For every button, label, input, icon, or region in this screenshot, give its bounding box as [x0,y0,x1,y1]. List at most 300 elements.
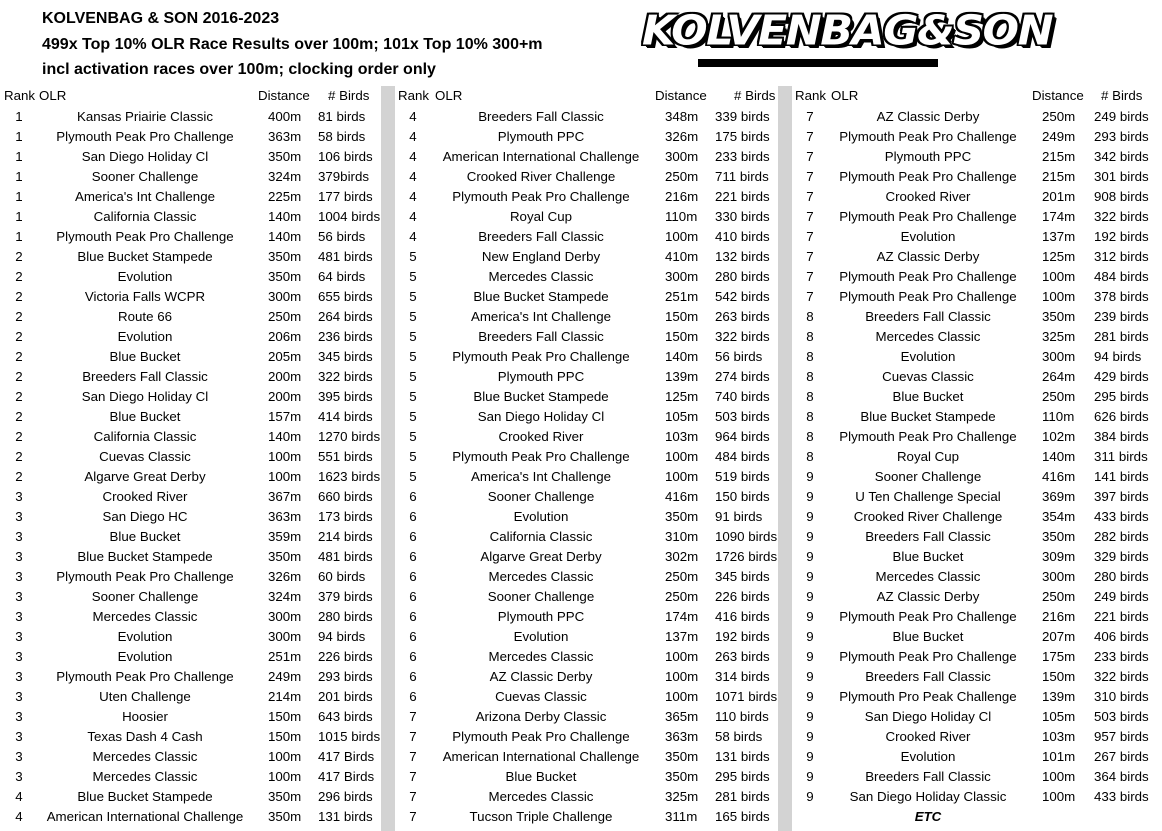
race-name-cell: Mercedes Classic [92,609,198,624]
race-name-cell: Sooner Challenge [91,589,199,604]
birds-cell: 173 birds [318,509,373,524]
rank-cell: 7 [806,269,814,284]
rank-cell: 9 [806,649,814,664]
distance-cell: 300m [268,609,302,624]
race-name-cell: Mercedes Classic [488,789,594,804]
rank-cell: 2 [15,429,23,444]
birds-cell: 239 birds [1094,309,1149,324]
rank-cell: 9 [806,589,814,604]
rank-cell: 9 [806,769,814,784]
distance-cell: 359m [268,529,302,544]
rank-cell: 3 [15,689,23,704]
birds-cell: 58 birds [715,729,763,744]
race-name-cell: Algarve Great Derby [84,469,206,484]
distance-cell: 175m [1042,649,1076,664]
birds-cell: 1015 birds [318,729,381,744]
birds-cell: 226 birds [318,649,373,664]
distance-cell: 150m [268,709,302,724]
race-name-cell: Crooked River Challenge [853,509,1003,524]
birds-cell: 295 birds [1094,389,1149,404]
birds-cell: 397 birds [1094,489,1149,504]
table-row [0,287,1162,307]
distance-cell: 300m [1042,569,1076,584]
distance-cell: 174m [665,609,699,624]
rank-cell: 6 [409,549,417,564]
distance-cell: 215m [1042,149,1076,164]
rank-cell: 5 [409,249,417,264]
race-name-cell: Crooked River Challenge [466,169,616,184]
distance-cell: 326m [268,569,302,584]
race-name-cell: American International Challenge [442,749,640,764]
birds-cell: 131 birds [715,749,770,764]
distance-cell: 310m [665,529,699,544]
race-name-cell: Blue Bucket Stampede [77,789,213,804]
table-row [0,587,1162,607]
birds-cell: 64 birds [318,269,366,284]
race-name-cell: Evolution [513,509,569,524]
distance-cell: 139m [1042,689,1076,704]
header-distance: Distance [1032,88,1084,103]
rank-cell: 4 [15,789,23,804]
race-name-cell: Breeders Fall Classic [865,529,991,544]
distance-cell: 140m [665,349,699,364]
race-name-cell: Plymouth Peak Pro Challenge [839,129,1017,144]
birds-cell: 274 birds [715,369,770,384]
race-name-cell: San Diego Holiday Cl [864,709,992,724]
distance-cell: 309m [1042,549,1076,564]
birds-cell: 484 birds [715,449,770,464]
birds-cell: 503 birds [715,409,770,424]
race-name-cell: Breeders Fall Classic [478,109,604,124]
distance-cell: 251m [665,289,699,304]
rank-cell: 5 [409,429,417,444]
distance-cell: 100m [665,669,699,684]
birds-cell: 314 birds [715,669,770,684]
distance-cell: 200m [268,389,302,404]
race-name-cell: Crooked River [885,729,971,744]
race-name-cell: Victoria Falls WCPR [84,289,206,304]
table-row [0,347,1162,367]
distance-cell: 100m [1042,289,1076,304]
birds-cell: 406 birds [1094,629,1149,644]
race-name-cell: Blue Bucket [109,409,181,424]
race-name-cell: Blue Bucket [892,629,964,644]
rank-cell: 8 [806,389,814,404]
distance-cell: 214m [268,689,302,704]
birds-cell: 280 birds [1094,569,1149,584]
header-olr: OLR [435,88,463,103]
birds-cell: 60 birds [318,569,366,584]
distance-cell: 348m [665,109,699,124]
birds-cell: 417 Birds [318,769,375,784]
distance-cell: 150m [268,729,302,744]
race-name-cell: Plymouth PPC [497,129,585,144]
rank-cell: 2 [15,309,23,324]
rank-cell: 3 [15,589,23,604]
birds-cell: 58 birds [318,129,366,144]
distance-cell: 206m [268,329,302,344]
race-name-cell: Mercedes Classic [488,649,594,664]
distance-cell: 137m [665,629,699,644]
rank-cell: 2 [15,329,23,344]
rank-cell: 6 [409,509,417,524]
table-row [0,167,1162,187]
race-name-cell: Algarve Great Derby [480,549,602,564]
table-row [0,727,1162,747]
birds-cell: 626 birds [1094,409,1149,424]
race-name-cell: San Diego Holiday Cl [81,149,209,164]
rank-cell: 4 [409,129,417,144]
header-rank: Rank [4,88,36,103]
distance-cell: 250m [1042,589,1076,604]
rank-cell: 9 [806,689,814,704]
race-name-cell: Plymouth Peak Pro Challenge [839,169,1017,184]
rank-cell: 8 [806,409,814,424]
rank-cell: 7 [806,149,814,164]
race-name-cell: American International Challenge [46,809,244,824]
race-name-cell: California Classic [93,429,197,444]
distance-cell: 225m [268,189,302,204]
rank-cell: 5 [409,469,417,484]
birds-cell: 56 birds [318,229,366,244]
race-name-cell: San Diego Holiday Cl [81,389,209,404]
distance-cell: 100m [665,449,699,464]
birds-cell: 481 birds [318,549,373,564]
rank-cell: 9 [806,469,814,484]
race-name-cell: Plymouth Peak Pro Challenge [56,569,234,584]
distance-cell: 300m [268,289,302,304]
rank-cell: 5 [409,369,417,384]
birds-cell: 417 Birds [318,749,375,764]
table-row [0,647,1162,667]
rank-cell: 7 [806,249,814,264]
race-name-cell: Crooked River [102,489,188,504]
race-name-cell: Sooner Challenge [487,589,595,604]
birds-cell: 395 birds [318,389,373,404]
rank-cell: 9 [806,569,814,584]
rank-cell: 5 [409,449,417,464]
distance-cell: 140m [1042,449,1076,464]
rank-cell: 2 [15,389,23,404]
birds-cell: 322 birds [1094,669,1149,684]
kolvenbag-logo [640,7,1053,65]
table-row [0,767,1162,787]
rank-cell: 5 [409,289,417,304]
birds-cell: 342 birds [1094,149,1149,164]
table-row [0,547,1162,567]
race-name-cell: Sooner Challenge [874,469,982,484]
birds-cell: 345 birds [715,569,770,584]
table-row [0,247,1162,267]
rank-cell: 7 [806,129,814,144]
birds-cell: 643 birds [318,709,373,724]
table-row [0,707,1162,727]
race-name-cell: Plymouth Peak Pro Challenge [839,289,1017,304]
distance-cell: 139m [665,369,699,384]
distance-cell: 363m [665,729,699,744]
birds-cell: 282 birds [1094,529,1149,544]
birds-cell: 81 birds [318,109,366,124]
birds-cell: 177 birds [318,189,373,204]
birds-cell: 310 birds [1094,689,1149,704]
rank-cell: 3 [15,529,23,544]
race-name-cell: Mercedes Classic [875,329,981,344]
distance-cell: 140m [268,209,302,224]
birds-cell: 740 birds [715,389,770,404]
distance-cell: 200m [268,369,302,384]
race-name-cell: Blue Bucket [892,549,964,564]
birds-cell: 312 birds [1094,249,1149,264]
race-name-cell: America's Int Challenge [470,469,611,484]
race-name-cell: Plymouth Peak Pro Challenge [839,609,1017,624]
race-name-cell: Plymouth Peak Pro Challenge [839,649,1017,664]
logo-underline [698,59,938,67]
birds-cell: 908 birds [1094,189,1149,204]
table-row [0,467,1162,487]
race-name-cell: Mercedes Classic [92,749,198,764]
birds-cell: 110 birds [715,709,769,724]
race-name-cell: Arizona Derby Classic [475,709,607,724]
distance-cell: 150m [665,309,699,324]
distance-cell: 100m [1042,269,1076,284]
rank-cell: 4 [409,109,417,124]
race-name-cell: Evolution [117,329,173,344]
distance-cell: 249m [1042,129,1076,144]
rank-cell: 4 [409,229,417,244]
distance-cell: 100m [268,749,302,764]
birds-cell: 165 birds [715,809,770,824]
birds-cell: 221 birds [715,189,770,204]
distance-cell: 350m [1042,309,1076,324]
distance-cell: 251m [268,649,302,664]
race-name-cell: Crooked River [498,429,584,444]
distance-cell: 100m [268,449,302,464]
birds-cell: 226 birds [715,589,770,604]
race-name-cell: Cuevas Classic [99,449,191,464]
race-name-cell: California Classic [93,209,197,224]
race-name-cell: Blue Bucket Stampede [473,389,609,404]
rank-cell: 2 [15,349,23,364]
birds-cell: 364 birds [1094,769,1149,784]
distance-cell: 250m [665,569,699,584]
rank-cell: 3 [15,769,23,784]
birds-cell: 263 birds [715,649,770,664]
distance-cell: 100m [665,689,699,704]
header-rank: Rank [795,88,827,103]
rank-cell: 9 [806,529,814,544]
distance-cell: 311m [665,809,698,824]
rank-cell: 3 [15,669,23,684]
birds-cell: 711 birds [715,169,769,184]
rank-cell: 9 [806,749,814,764]
header-birds: # Birds [1101,88,1143,103]
birds-cell: 94 birds [318,629,366,644]
table-row [0,147,1162,167]
distance-cell: 302m [665,549,699,564]
distance-cell: 101m [1042,749,1076,764]
birds-cell: 233 birds [715,149,770,164]
table-row [0,427,1162,447]
birds-cell: 236 birds [318,329,373,344]
rank-cell: 4 [15,809,23,824]
distance-cell: 250m [665,589,699,604]
table-row [0,207,1162,227]
table-row [0,107,1162,127]
table-row [0,667,1162,687]
table-row [0,527,1162,547]
distance-cell: 137m [1042,229,1076,244]
race-name-cell: Blue Bucket [505,769,577,784]
birds-cell: 150 birds [715,489,770,504]
table-row [0,327,1162,347]
rank-cell: 7 [806,229,814,244]
distance-cell: 325m [1042,329,1076,344]
race-name-cell: AZ Classic Derby [489,669,593,684]
race-name-cell: Hoosier [122,709,168,724]
race-name-cell: Route 66 [118,309,172,324]
distance-cell: 100m [268,769,302,784]
birds-cell: 322 birds [1094,209,1149,224]
rank-cell: 7 [409,789,417,804]
race-name-cell: U Ten Challenge Special [855,489,1001,504]
rank-cell: 2 [15,289,23,304]
race-name-cell: Kansas Priairie Classic [77,109,213,124]
distance-cell: 205m [268,349,302,364]
birds-cell: 56 birds [715,349,763,364]
race-name-cell: Plymouth Peak Pro Challenge [452,189,630,204]
birds-cell: 519 birds [715,469,770,484]
race-name-cell: America's Int Challenge [470,309,611,324]
distance-cell: 250m [1042,109,1076,124]
table-row [0,387,1162,407]
distance-cell: 250m [268,309,302,324]
birds-cell: 379birds [318,169,370,184]
distance-cell: 324m [268,169,302,184]
distance-cell: 350m [268,549,302,564]
race-name-cell: Uten Challenge [99,689,191,704]
distance-cell: 102m [1042,429,1076,444]
distance-cell: 363m [268,509,302,524]
race-name-cell: Plymouth Peak Pro Challenge [56,669,234,684]
distance-cell: 100m [665,649,699,664]
race-name-cell: San Diego HC [102,509,188,524]
distance-cell: 350m [268,269,302,284]
birds-cell: 1004 birds [318,209,381,224]
rank-cell: 3 [15,729,23,744]
birds-cell: 214 birds [318,529,373,544]
rank-cell: 7 [409,709,417,724]
birds-cell: 141 birds [1094,469,1149,484]
rank-cell: 4 [409,169,417,184]
distance-cell: 100m [665,229,699,244]
race-name-cell: Sooner Challenge [91,169,199,184]
header-birds: # Birds [328,88,370,103]
distance-cell: 300m [268,629,302,644]
rank-cell: 3 [15,709,23,724]
rank-cell: 9 [806,629,814,644]
distance-cell: 125m [1042,249,1076,264]
title-line-2: 499x Top 10% OLR Race Results over 100m; 101x Top 10% 300+m [42,36,543,53]
rank-cell: 9 [806,609,814,624]
birds-cell: 293 birds [1094,129,1149,144]
distance-cell: 350m [1042,529,1076,544]
birds-cell: 330 birds [715,209,770,224]
race-name-cell: Breeders Fall Classic [478,329,604,344]
birds-cell: 281 birds [715,789,770,804]
distance-cell: 300m [1042,349,1076,364]
distance-cell: 300m [665,269,699,284]
birds-cell: 280 birds [318,609,373,624]
birds-cell: 503 birds [1094,709,1149,724]
birds-cell: 378 birds [1094,289,1149,304]
distance-cell: 363m [268,129,302,144]
table-row [0,367,1162,387]
birds-cell: 384 birds [1094,429,1149,444]
birds-cell: 410 birds [715,229,770,244]
birds-cell: 339 birds [715,109,770,124]
race-name-cell: Texas Dash 4 Cash [87,729,203,744]
rank-cell: 1 [15,129,23,144]
distance-cell: 125m [665,389,699,404]
birds-cell: 1071 birds [715,689,778,704]
rank-cell: 3 [15,509,23,524]
race-name-cell: Blue Bucket [109,349,181,364]
distance-cell: 350m [268,249,302,264]
race-name-cell: Tucson Triple Challenge [469,809,613,824]
table-row [0,507,1162,527]
rank-cell: 3 [15,569,23,584]
race-name-cell: Blue Bucket Stampede [860,409,996,424]
race-name-cell: Blue Bucket [892,389,964,404]
distance-cell: 350m [665,749,699,764]
birds-cell: 655 birds [318,289,373,304]
rank-cell: 6 [409,609,417,624]
race-name-cell: Evolution [117,269,173,284]
birds-cell: 1090 birds [715,529,778,544]
race-name-cell: Mercedes Classic [92,769,198,784]
birds-cell: 91 birds [715,509,763,524]
birds-cell: 481 birds [318,249,373,264]
title-line-1: KOLVENBAG & SON 2016-2023 [42,10,280,27]
birds-cell: 1726 birds [715,549,778,564]
distance-cell: 216m [665,189,699,204]
birds-cell: 329 birds [1094,549,1149,564]
table-row [0,227,1162,247]
rank-cell: 6 [409,529,417,544]
birds-cell: 281 birds [1094,329,1149,344]
distance-cell: 100m [1042,769,1076,784]
race-name-cell: Plymouth Peak Pro Challenge [452,349,630,364]
header-rank: Rank [398,88,430,103]
table-row [0,787,1162,807]
distance-cell: 350m [665,509,699,524]
rank-cell: 8 [806,309,814,324]
birds-cell: 106 birds [318,149,373,164]
distance-cell: 140m [268,429,302,444]
race-name-cell: Sooner Challenge [487,489,595,504]
race-name-cell: Plymouth PPC [497,609,585,624]
distance-cell: 326m [665,129,699,144]
distance-cell: 416m [665,489,699,504]
race-name-cell: California Classic [489,529,593,544]
distance-cell: 140m [268,229,302,244]
race-name-cell: Royal Cup [509,209,573,224]
rank-cell: 7 [409,729,417,744]
race-name-cell: Plymouth Peak Pro Challenge [452,449,630,464]
birds-cell: 322 birds [318,369,373,384]
race-name-cell: Plymouth Peak Pro Challenge [56,129,234,144]
race-name-cell: Breeders Fall Classic [865,309,991,324]
